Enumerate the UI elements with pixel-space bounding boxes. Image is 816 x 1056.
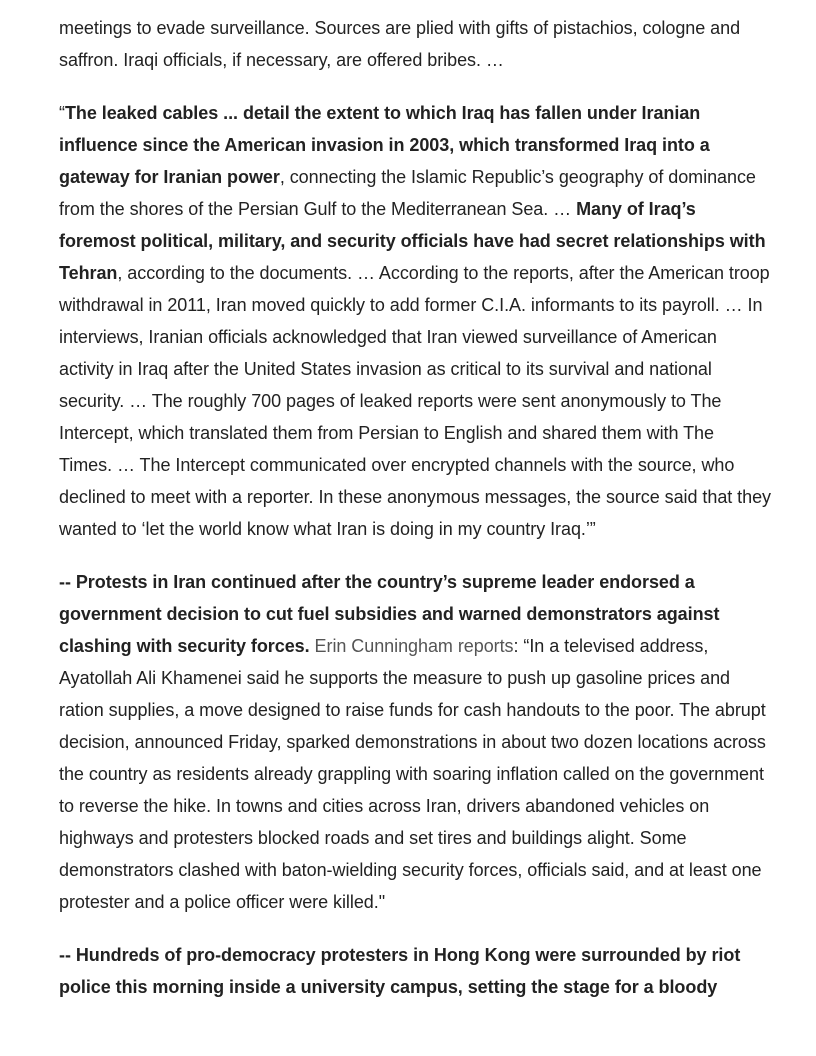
article-body xyxy=(59,12,771,1024)
paragraph-hong-kong xyxy=(59,939,771,1003)
paragraph-text: : “In a televised address, Ayatollah Ali Khamenei said he supports the measure to push up gasoline prices and ration supplies, a move designed to raise funds for cash handouts to the poor. The abrupt decision, announced Friday, sparked demonstrations in about two dozen locations across the country as residents already grappling with soaring inflation called on the government to reverse the hike. In towns and cities across Iran, drivers abandoned vehicles on highways and protesters blocked roads and set tires and buildings alight. Some demonstrators clashed with baton-wielding security forces, officials said, and at least one protester and a police officer were killed." xyxy=(59,636,766,912)
bold-highlight-secret-relationships: Many of Iraq’s foremost political, military, and security officials have had secret relationships with Tehran xyxy=(59,199,766,283)
paragraph-surveillance xyxy=(59,12,771,76)
open-quote: “ xyxy=(59,103,65,123)
bold-headline-hong-kong: -- Hundreds of pro-democracy protesters in Hong Kong were surrounded by riot police this morning inside a university campus, setting the stage for a bloody xyxy=(59,945,741,997)
paragraph-text: meetings to evade surveillance. Sources are plied with gifts of pistachios, cologne and saffron. Iraqi officials, if necessary, are offered bribes. … xyxy=(59,18,741,70)
paragraph-leaked-cables xyxy=(59,97,771,545)
paragraph-text: , connecting the Islamic Republic’s geography of dominance from the shores of the Persian Gulf to the Mediterranean Sea. … xyxy=(59,167,756,219)
paragraph-iran-protests xyxy=(59,566,771,918)
bold-highlight-iranian-influence: The leaked cables ... detail the extent to which Iraq has fallen under Iranian influence since the American invasion in 2003, which transformed Iraq into a gateway for Iranian power xyxy=(59,103,710,187)
paragraph-text: , according to the documents. … According to the reports, after the American troop withdrawal in 2011, Iran moved quickly to add former C.I.A. informants to its payroll. … In interviews, Iranian officials acknowledged that Iran viewed surveillance of American activity in Iraq after the United States invasion as critical to its survival and national security. … The roughly 700 pages of leaked reports were sent anonymously to The Intercept, which translated them from Persian to English and shared them with The Times. … The Intercept communicated over encrypted channels with the source, who declined to meet with a reporter. In these anonymous messages, the source said that they wanted to ‘let the world know what Iran is doing in my country Iraq.’” xyxy=(59,263,772,539)
link-erin-cunningham[interactable]: Erin Cunningham reports xyxy=(314,636,514,656)
bold-headline-iran-protests: -- Protests in Iran continued after the country’s supreme leader endorsed a government decision to cut fuel subsidies and warned demonstrators against clashing with security forces. xyxy=(59,572,720,656)
